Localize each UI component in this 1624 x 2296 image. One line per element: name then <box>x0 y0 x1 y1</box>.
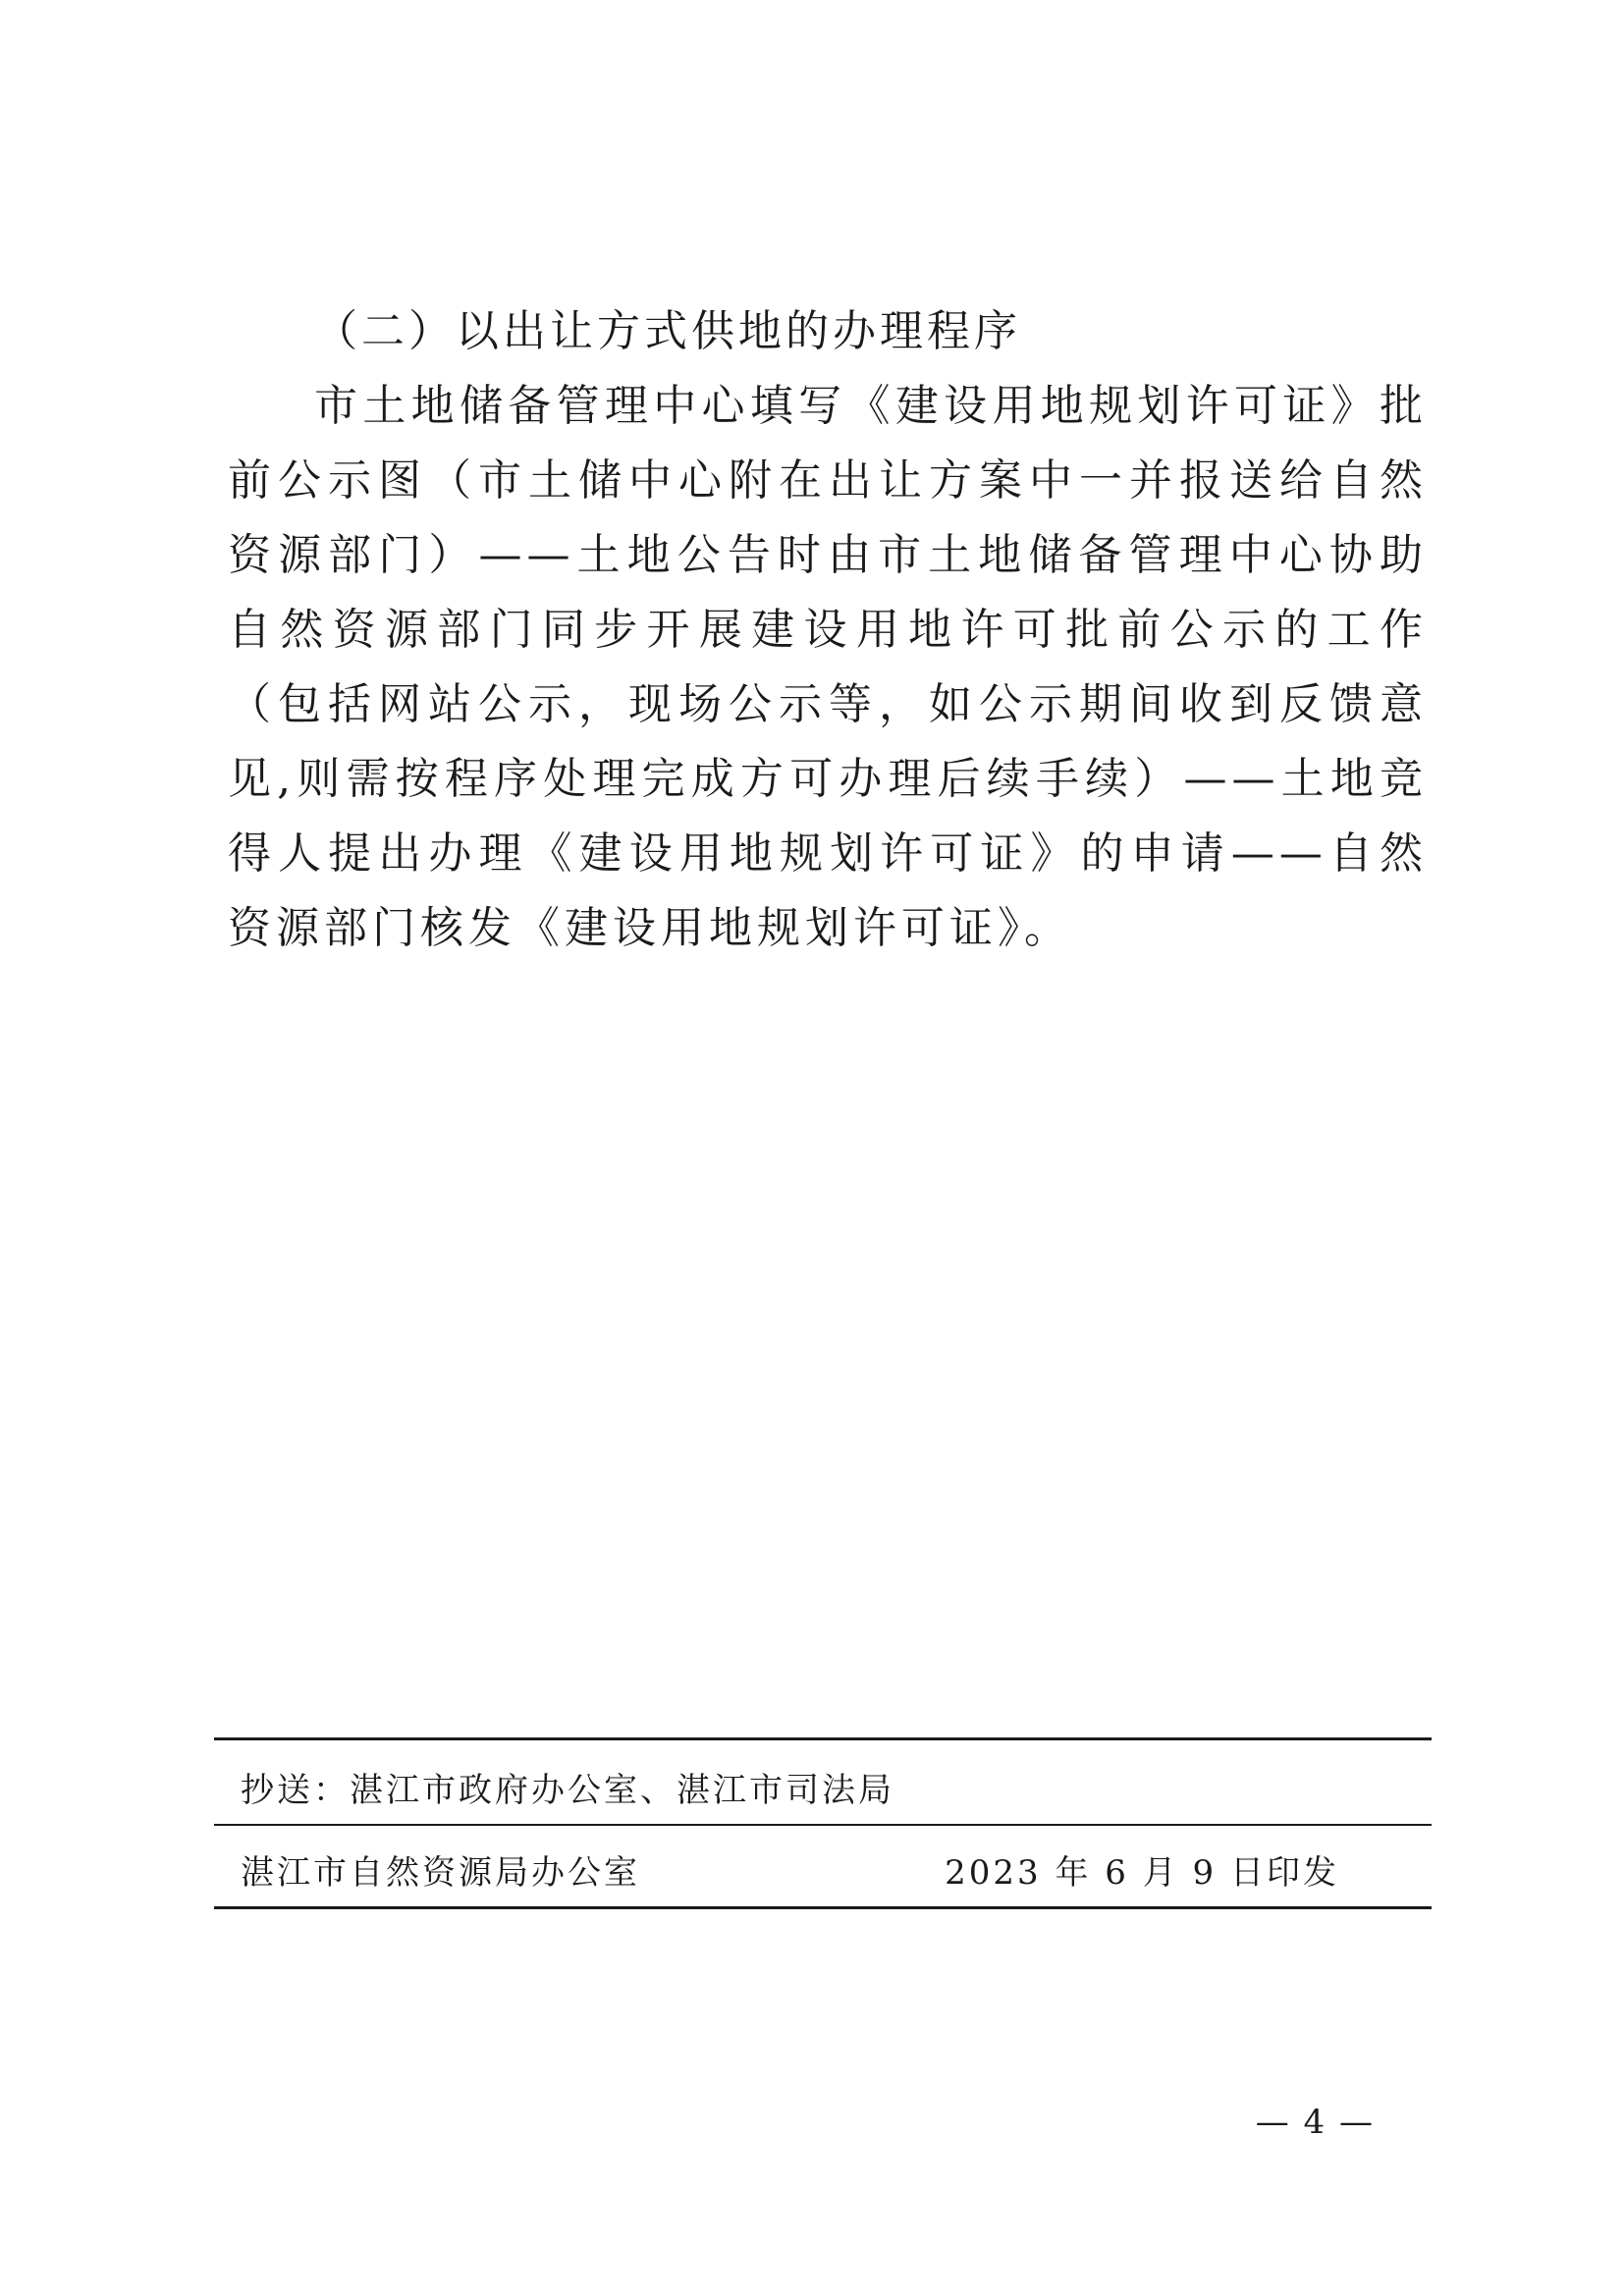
section-paragraph: 市土地储备管理中心填写《建设用地规划许可证》批前公示图（市土储中心附在出让方案中一并报送给自然资源部门）——土地公告时由市土地储备管理中心协助自然资源部门同步开展建设用地许可批前公示的工作（包括网站公示，现场公示等，如公示期间收到反馈意见,则需按程序处理完成方可办理后续手续）——土地竞得人提出办理《建设用地规划许可证》的申请——自然资源部门核发《建设用地规划许可证》。 <box>228 381 1428 953</box>
issuer-bottom-rule <box>214 1906 1432 1909</box>
cc-bottom-rule <box>214 1824 1432 1826</box>
page-number: — 4 — <box>1255 2103 1375 2142</box>
cc-line <box>241 1763 894 1811</box>
cc-label: 抄送： <box>241 1771 350 1810</box>
section-heading: （二）以出让方式供地的办理程序 <box>314 306 1021 356</box>
document-body <box>228 294 1428 966</box>
issuer-line <box>241 1845 1339 1894</box>
issue-date: 2023 年 6 月 9 日印发 <box>945 1853 1339 1893</box>
cc-recipients: 湛江市政府办公室、湛江市司法局 <box>350 1771 894 1810</box>
issuer-name: 湛江市自然资源局办公室 <box>241 1853 640 1893</box>
cc-top-rule <box>214 1737 1432 1740</box>
